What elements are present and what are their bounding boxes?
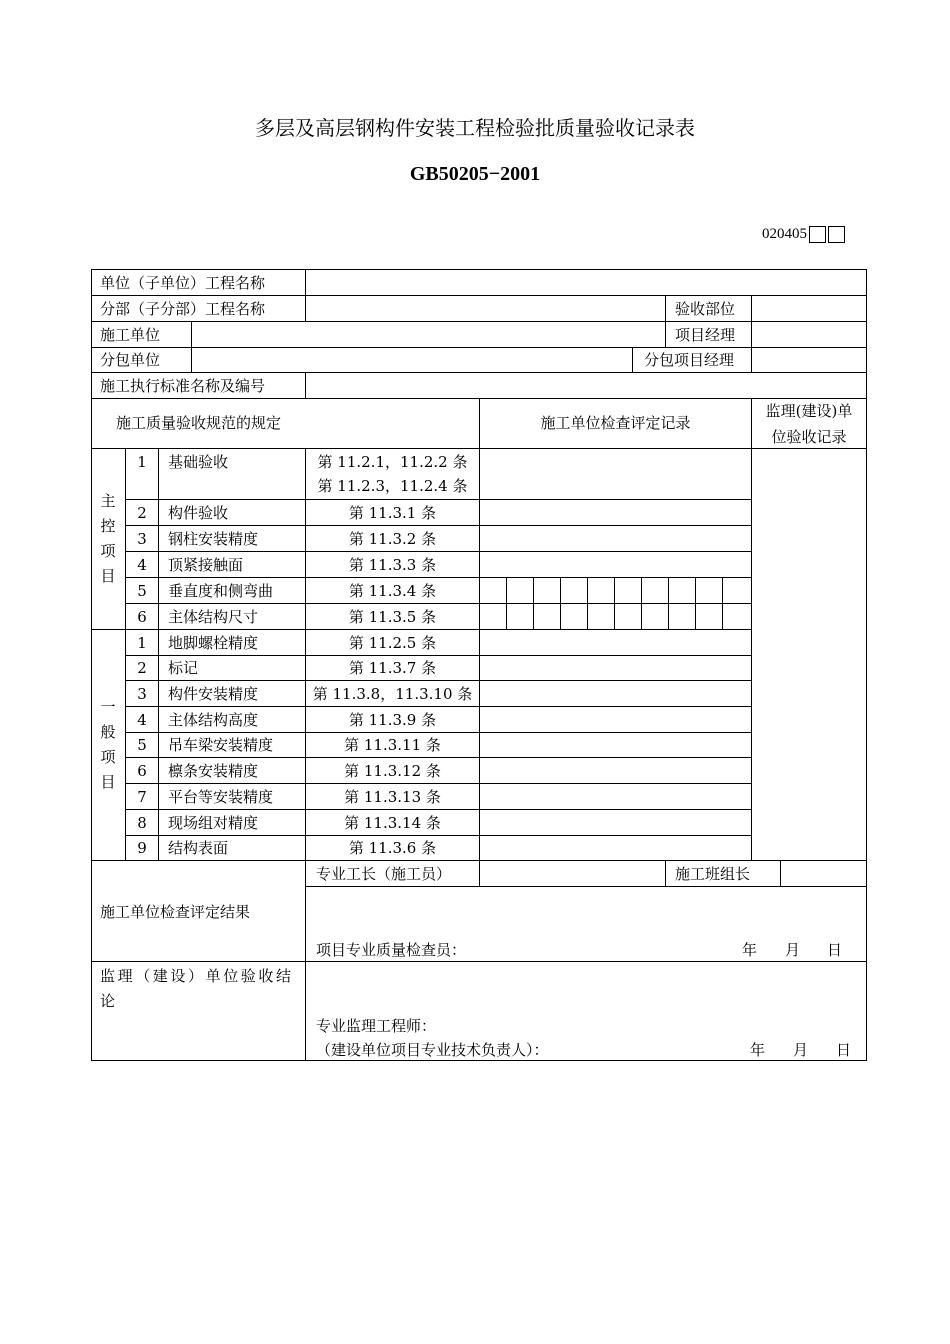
group-label-char: 控 — [100, 517, 116, 535]
item-reference: 第 11.3.14 条 — [344, 814, 441, 832]
item-number: 6 — [137, 608, 147, 626]
item-name: 顶紧接触面 — [168, 556, 244, 574]
item-reference: 第 11.3.6 条 — [348, 839, 437, 857]
item-reference: 第 11.3.8，11.3.10 条 — [312, 685, 473, 703]
item-number: 7 — [137, 788, 147, 806]
acceptance-part-label: 验收部位 — [675, 300, 736, 318]
item-reference: 第 11.3.12 条 — [344, 762, 441, 780]
record-column-header: 施工单位检查评定记录 — [540, 414, 691, 432]
check-day-label: 日 — [827, 941, 843, 959]
item-number: 6 — [137, 762, 147, 780]
foreman-label: 专业工长（施工员） — [316, 865, 452, 883]
item-name: 主体结构高度 — [168, 711, 259, 729]
item-name: 地脚螺栓精度 — [168, 634, 259, 652]
owner-tech-label: （建设单位项目专业技术负责人）： — [316, 1041, 549, 1059]
item-reference: 第 11.3.5 条 — [348, 608, 437, 626]
item-name: 构件安装精度 — [168, 685, 259, 703]
item-reference: 第 11.3.3 条 — [348, 556, 437, 574]
item-name: 檩条安装精度 — [168, 762, 259, 780]
item-reference: 第 11.3.11 条 — [344, 736, 441, 754]
general-group-label — [98, 695, 118, 795]
project-manager-label: 项目经理 — [675, 326, 736, 344]
item-number: 2 — [137, 504, 147, 522]
item-reference: 第 11.3.2 条 — [348, 530, 437, 548]
item-number: 4 — [137, 556, 147, 574]
item-reference: 第 11.3.7 条 — [348, 659, 437, 677]
group-label-char: 目 — [100, 567, 116, 585]
standard-name-label: 施工执行标准名称及编号 — [100, 377, 266, 395]
item-reference: 第 11.3.4 条 — [348, 582, 437, 600]
subcontract-manager-label: 分包项目经理 — [644, 351, 735, 369]
item-number: 1 — [137, 453, 147, 471]
subcontractor-label: 分包单位 — [100, 351, 161, 369]
group-label-char: 般 — [100, 723, 116, 741]
construction-unit-label: 施工单位 — [100, 326, 161, 344]
item-reference: 第 11.2.3，11.2.4 条 — [317, 477, 468, 495]
supervision-column-header-line1: 监理(建设)单 — [765, 402, 853, 420]
supervisor-label: 专业监理工程师： — [316, 1017, 437, 1035]
group-label-char: 主 — [100, 492, 116, 510]
unit-project-name-label: 单位（子单位）工程名称 — [100, 274, 266, 292]
item-name: 钢柱安装精度 — [168, 530, 259, 548]
group-label-char: 目 — [100, 773, 116, 791]
item-reference: 第 11.2.5 条 — [348, 634, 437, 652]
item-number: 1 — [137, 634, 147, 652]
item-number: 3 — [137, 685, 147, 703]
item-reference: 第 11.3.13 条 — [344, 788, 441, 806]
page-title: 多层及高层钢构件安装工程检验批质量验收记录表 — [255, 116, 695, 140]
supervision-conclusion-label-line2: 论 — [100, 992, 116, 1010]
conclusion-year-label: 年 — [750, 1041, 766, 1059]
conclusion-month-label: 月 — [793, 1041, 809, 1059]
item-reference: 第 11.3.9 条 — [348, 711, 437, 729]
supervision-column-header-line2: 位验收记录 — [771, 428, 847, 446]
check-month-label: 月 — [785, 941, 801, 959]
division-project-name-label: 分部（子分部）工程名称 — [100, 300, 266, 318]
team-leader-label: 施工班组长 — [675, 865, 751, 883]
conclusion-day-label: 日 — [836, 1041, 852, 1059]
item-reference: 第 11.2.1，11.2.2 条 — [317, 453, 468, 471]
item-number: 5 — [137, 582, 147, 600]
item-name: 主体结构尺寸 — [168, 608, 259, 626]
check-year-label: 年 — [742, 941, 758, 959]
item-name: 平台等安装精度 — [168, 788, 274, 806]
group-label-char: 一 — [100, 698, 116, 716]
form-code-number: 020405 — [762, 226, 807, 242]
item-number: 9 — [137, 839, 147, 857]
item-name: 构件验收 — [168, 504, 229, 522]
item-number: 3 — [137, 530, 147, 548]
item-reference: 第 11.3.1 条 — [348, 504, 437, 522]
standard-code: GB50205−2001 — [409, 163, 541, 185]
item-name: 结构表面 — [168, 839, 229, 857]
item-name: 吊车梁安装精度 — [168, 736, 274, 754]
item-number: 8 — [137, 814, 147, 832]
item-name: 垂直度和侧弯曲 — [168, 582, 274, 600]
group-label-char: 项 — [100, 748, 116, 766]
item-name: 现场组对精度 — [168, 814, 259, 832]
spec-column-header: 施工质量验收规范的规定 — [115, 414, 281, 432]
item-number: 5 — [137, 736, 147, 754]
item-number: 2 — [137, 659, 147, 677]
main-control-group-label — [98, 489, 118, 589]
group-label-char: 项 — [100, 542, 116, 560]
supervision-conclusion-label-line1: 监理（建设）单位验收结 — [100, 967, 294, 985]
quality-inspector-label: 项目专业质量检查员： — [316, 941, 467, 959]
item-name: 基础验收 — [168, 453, 229, 471]
item-number: 4 — [137, 711, 147, 729]
check-result-label: 施工单位检查评定结果 — [100, 903, 251, 921]
item-name: 标记 — [168, 659, 199, 677]
